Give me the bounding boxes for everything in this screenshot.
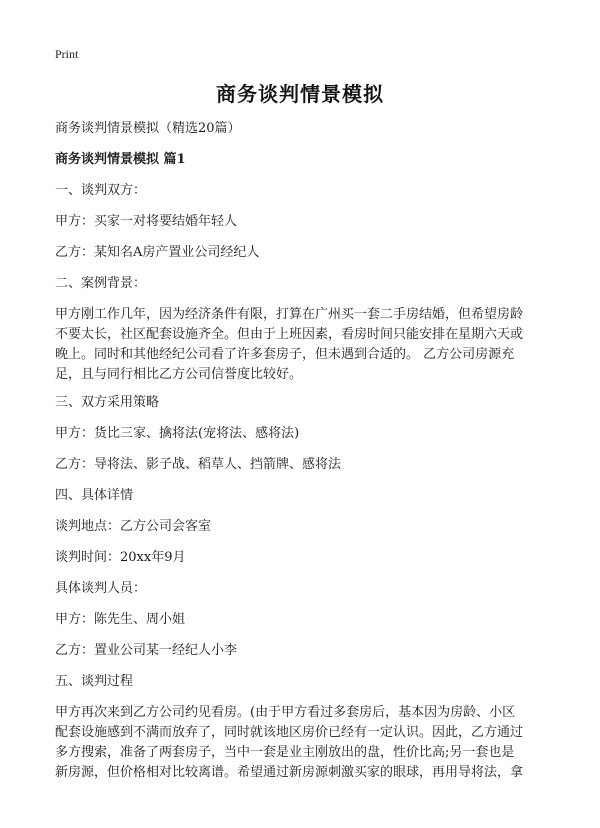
heading-details: 四、具体详情 [55, 488, 134, 503]
paragraph-line: 新房源，但价格相对比较离谱。希望通过新房源刺激买家的眼球，再用导将法，拿 [55, 765, 524, 780]
process-paragraph [55, 703, 545, 783]
people-a: 甲方：陈先生、周小姐 [55, 612, 186, 627]
location: 谈判地点：乙方公司会客室 [55, 519, 212, 534]
heading-process: 五、谈判过程 [55, 674, 134, 689]
heading-strategy: 三、双方采用策略 [55, 395, 160, 410]
strategy-a: 甲方：货比三家、擒将法(宠将法、感将法) [55, 426, 300, 441]
section-heading: 商务谈判情景模拟 篇1 [55, 152, 186, 167]
paragraph-line: 多方搜索，准备了两套房子，当中一套是业主刚放出的盘，性价比高;另一套也是 [55, 745, 515, 760]
time: 谈判时间：20xx年9月 [55, 550, 186, 565]
paragraph-line: 晚上。同时和其他经纪公司看了许多套房子，但未遇到合适的。 乙方公司房源充 [55, 347, 515, 362]
doc-subtitle: 商务谈判情景模拟（精选20篇） [55, 121, 241, 136]
paragraph-line: 足，且与同行相比乙方公司信誉度比较好。 [55, 367, 303, 382]
paragraph-line: 不要太长，社区配套设施齐全。但由于上班因素，看房时间只能安排在星期六天或 [55, 327, 524, 342]
page-title: 商务谈判情景模拟 [216, 82, 384, 106]
party-b: 乙方：某知名A房产置业公司经纪人 [55, 245, 260, 260]
strategy-b: 乙方：导将法、影子战、稻草人、挡箭牌、感将法 [55, 457, 342, 472]
heading-parties: 一、谈判双方： [55, 183, 147, 198]
print-label: Print [55, 47, 79, 61]
paragraph-line: 甲方刚工作几年，因为经济条件有限，打算在广州买一套二手房结婚，但希望房龄 [55, 307, 524, 322]
background-paragraph [55, 305, 545, 385]
paragraph-line: 甲方再次来到乙方公司约见看房。(由于甲方看过多套房后，基本因为房龄、小区 [55, 705, 516, 720]
party-a: 甲方：买家一对将要结婚年轻人 [55, 214, 238, 229]
heading-background: 二、案例背景： [55, 276, 147, 291]
people-heading: 具体谈判人员： [55, 581, 147, 596]
people-b: 乙方：置业公司某一经纪人小李 [55, 643, 238, 658]
paragraph-line: 配套设施感到不满而放弃了，同时就该地区房价已经有一定认识。因此，乙方通过 [55, 725, 524, 740]
